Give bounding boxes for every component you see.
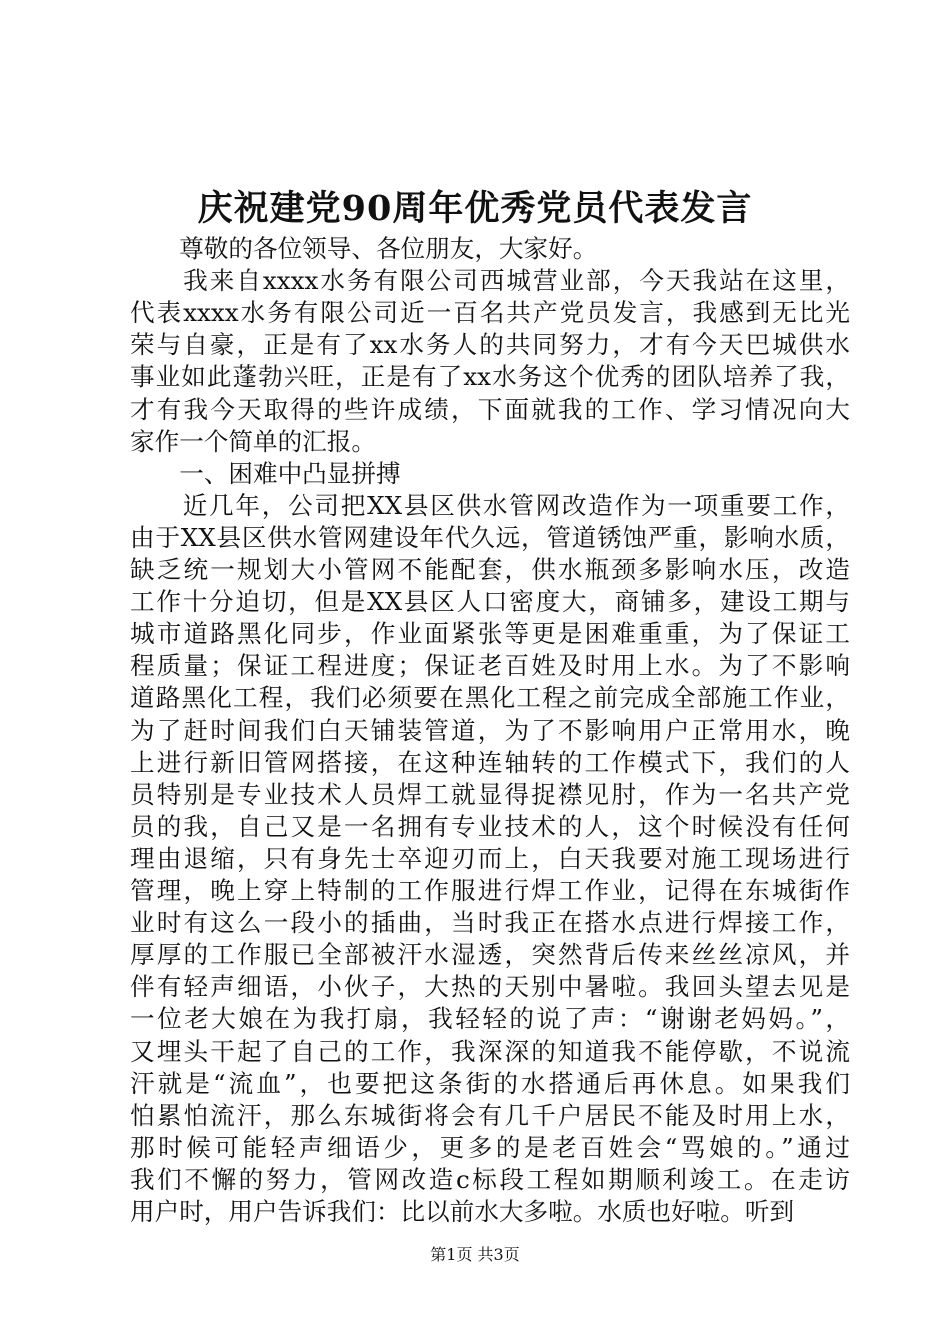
body-line: 为了赶时间我们白天铺装管道，为了不影响用户正常用水，晚 [130, 715, 850, 745]
body-line: 厚厚的工作服已全部被汗水湿透，突然背后传来丝丝凉风，并 [130, 940, 850, 970]
body-line: 荣与自豪，正是有了xx水务人的共同努力，才有今天巴城供水 [130, 330, 850, 360]
body-line: 家作一个简单的汇报。 [130, 426, 376, 456]
body-line: 那时候可能轻声细语少，更多的是老百姓会“骂娘的。”通过 [130, 1132, 850, 1162]
page-footer: 第1页 共3页 [430, 1245, 520, 1264]
body-line: 管理，晚上穿上特制的工作服进行焊工作业，记得在东城街作 [130, 876, 850, 905]
body-line: 近几年，公司把XX县区供水管网改造作为一项重要工作， [130, 490, 850, 520]
body-line: 理由退缩，只有身先士卒迎刃而上，白天我要对施工现场进行 [130, 843, 850, 873]
body-line: 员特别是专业技术人员焊工就显得捉襟见肘，作为一名共产党 [130, 779, 850, 809]
body-line: 用户时，用户告诉我们：比以前水大多啦。水质也好啦。听到 [130, 1197, 795, 1226]
body-line: 程质量；保证工程进度；保证老百姓及时用上水。为了不影响 [130, 651, 850, 681]
body-line: 事业如此蓬勃兴旺，正是有了xx水务这个优秀的团队培养了我， [130, 362, 850, 392]
body-line: 业时有这么一段小的插曲，当时我正在搭水点进行焊接工作， [130, 908, 850, 938]
body-line: 我来自xxxx水务有限公司西城营业部，今天我站在这里， [130, 266, 850, 296]
body-line: 道路黑化工程，我们必须要在黑化工程之前完成全部施工作业， [130, 683, 850, 713]
body-line: 由于XX县区供水管网建设年代久远，管道锈蚀严重，影响水质， [130, 522, 850, 552]
body-line: 缺乏统一规划大小管网不能配套，供水瓶颈多影响水压，改造 [130, 555, 850, 584]
body-line: 伴有轻声细语，小伙子，大热的天别中暑啦。我回头望去见是 [130, 972, 850, 1002]
body-line: 代表xxxx水务有限公司近一百名共产党员发言，我感到无比光 [130, 298, 850, 328]
body-line: 我们不懈的努力，管网改造c标段工程如期顺利竣工。在走访 [130, 1164, 850, 1194]
body-line: 上进行新旧管网搭接，在这种连轴转的工作模式下，我们的人 [130, 747, 850, 777]
body-line: 员的我，自己又是一名拥有专业技术的人，这个时候没有任何 [130, 811, 850, 841]
body-line: 工作十分迫切，但是XX县区人口密度大，商铺多，建设工期与 [130, 587, 850, 617]
body-line: 才有我今天取得的些许成绩，下面就我的工作、学习情况向大 [130, 394, 850, 424]
body-line: 一、困难中凸显拼搏 [130, 458, 401, 488]
body-line: 城市道路黑化同步，作业面紧张等更是困难重重，为了保证工 [130, 619, 850, 649]
document-title: 庆祝建党90周年优秀党员代表发言 [197, 188, 753, 229]
body-line: 汗就是“流血”，也要把这条街的水搭通后再休息。如果我们 [130, 1068, 850, 1098]
body-line: 尊敬的各位领导、各位朋友，大家好。 [130, 234, 598, 263]
body-line: 又埋头干起了自己的工作，我深深的知道我不能停歇，不说流 [130, 1036, 850, 1066]
body-line: 怕累怕流汗，那么东城街将会有几千户居民不能及时用上水， [130, 1100, 850, 1130]
body-line: 一位老大娘在为我打扇，我轻轻的说了声：“谢谢老妈妈。”， [130, 1004, 850, 1034]
